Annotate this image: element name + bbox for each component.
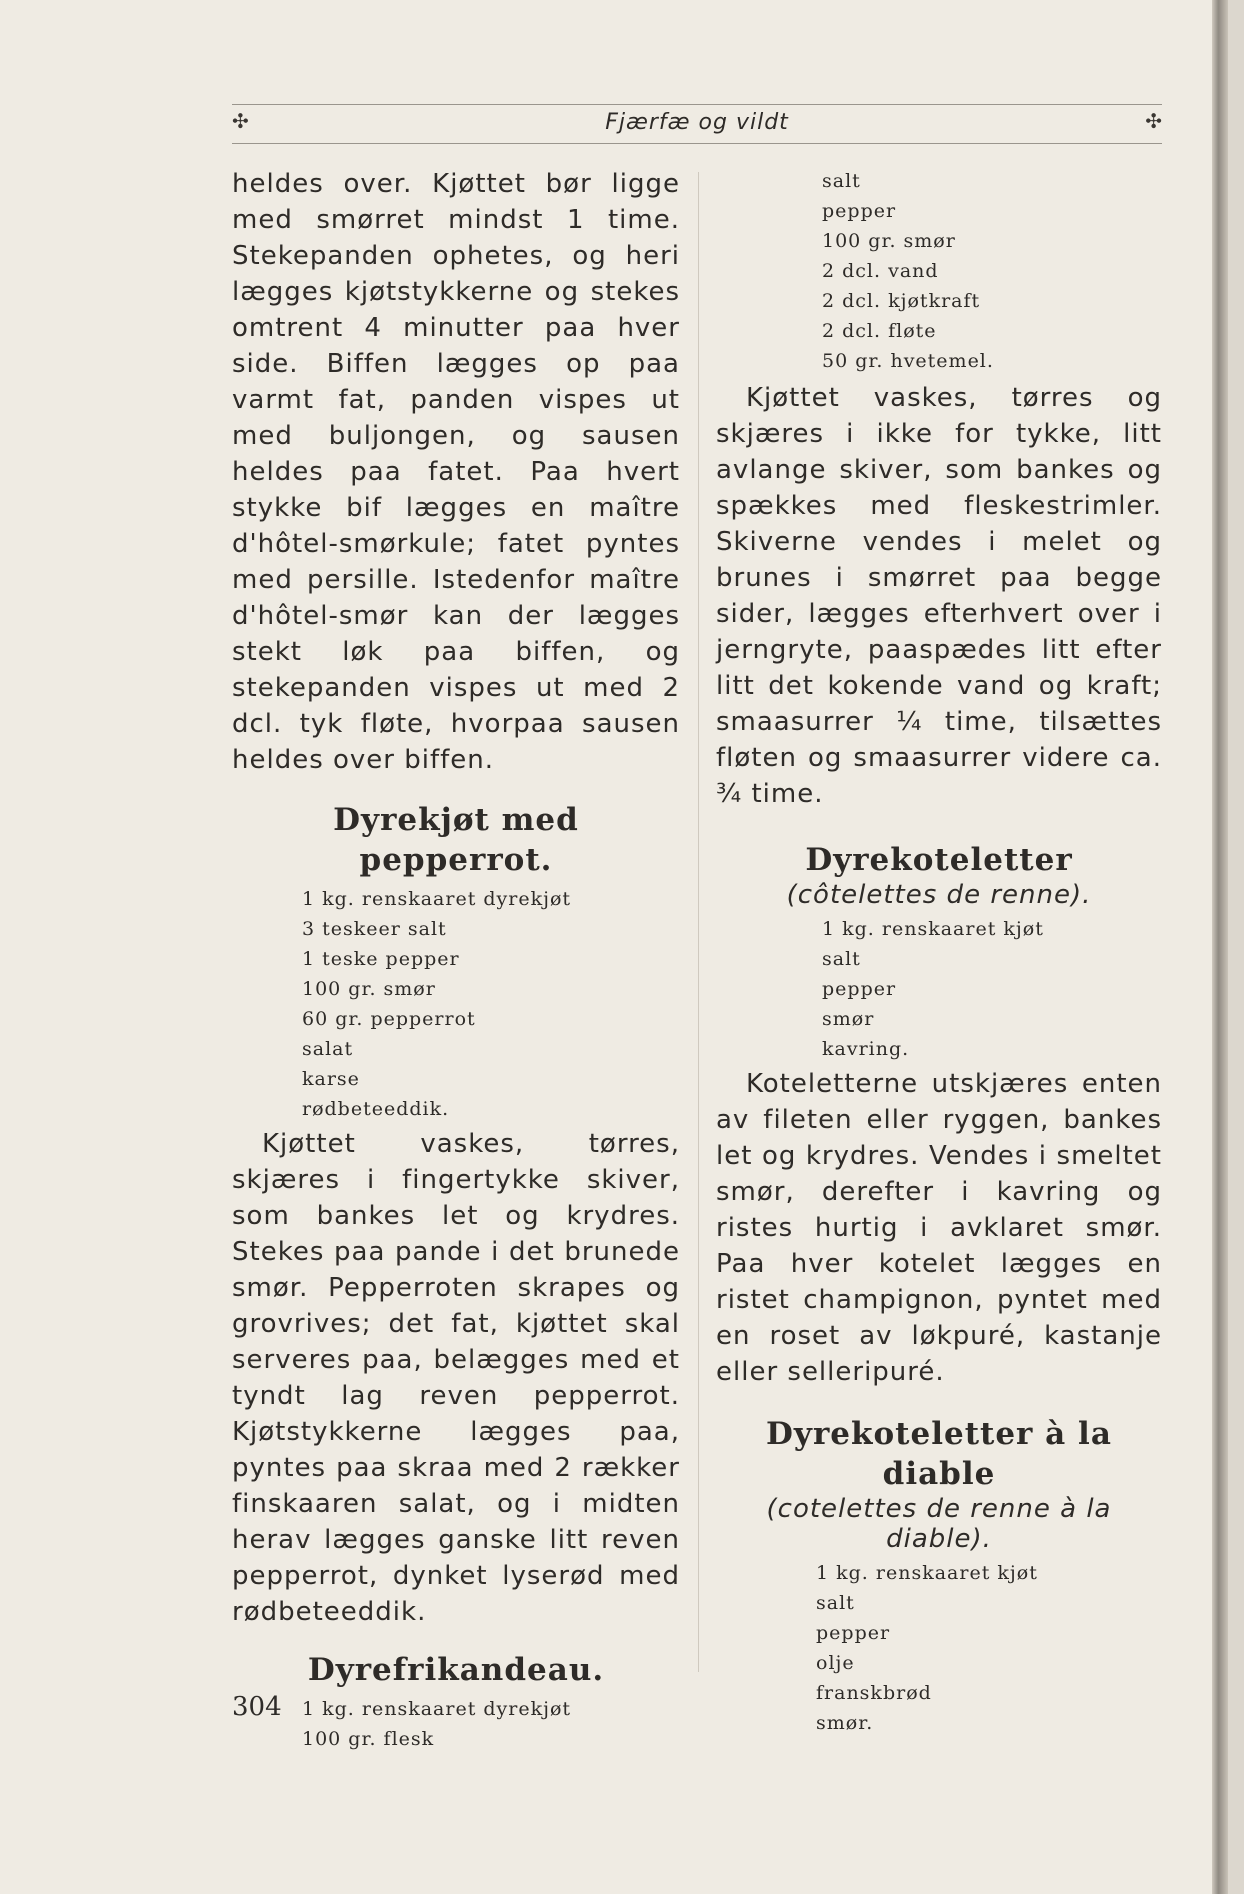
right-column [716, 166, 1162, 1738]
left-ornament-icon: ✣ [232, 109, 249, 133]
right-ornament-icon: ✣ [1145, 109, 1162, 133]
ingredient-item: karse [302, 1068, 360, 1090]
ingredient-list-diable [816, 1558, 1162, 1738]
recipe-text-frikandeau: Kjøttet vaskes, tørres og skjæres i ikke for tykke, litt avlange skiver, som bankes og spækkes med fleskestrimler. Skiverne vendes i melet og brunes i smørret paa begge sider, lægges efterhvert over i jerngryte, paaspædes litt efter litt det kokende vand og kraft; smaasurrer ¼ time, tilsættes fløten og smaasurrer videre ca. ¾ time. [716, 383, 1162, 809]
ingredient-item: 100 gr. flesk [302, 1728, 435, 1750]
ingredient-item: 1 kg. renskaaret kjøt [822, 918, 1044, 940]
recipe-subtitle-dyrekoteletter: (côtelettes de renne). [786, 880, 1092, 910]
ingredient-item: 2 dcl. fløte [822, 320, 937, 342]
ingredient-item: 60 gr. pepperrot [302, 1008, 476, 1030]
recipe-subtitle-diable: (cotelettes de renne à la diable). [766, 1494, 1112, 1554]
ingredient-item: 1 teske pepper [302, 948, 460, 970]
ingredient-list-continued [822, 166, 1162, 376]
ingredient-item: 1 kg. renskaaret dyrekjøt [302, 1698, 572, 1720]
ingredient-item: 50 gr. hvetemel. [822, 350, 994, 372]
ingredient-item: franskbrød [816, 1682, 932, 1704]
ingredient-list-dyrekoteletter [822, 914, 1162, 1064]
ingredient-item: 3 teskeer salt [302, 918, 447, 940]
recipe-title-dyrefrikandeau: Dyrefrikandeau. [307, 1652, 605, 1688]
ingredient-item: kavring. [822, 1038, 910, 1060]
recipe-text-dyrekoteletter: Koteletterne utskjæres enten av fileten eller ryggen, bankes let og krydres. Vendes i smeltet smør, derefter i kavring og ristes hurtig i avklaret smør. Paa hver kotelet lægges en ristet champignon, pyntet med en roset av løkpuré, kastanje eller selleripuré. [716, 1069, 1162, 1387]
ingredient-item: salat [302, 1038, 354, 1060]
ingredient-item: 2 dcl. kjøtkraft [822, 290, 981, 312]
ingredient-item: salt [822, 170, 861, 192]
page-edge [1212, 0, 1228, 1894]
running-header-title: Fjærfæ og vildt [605, 110, 789, 135]
ingredient-item: pepper [822, 200, 897, 222]
continued-paragraph: heldes over. Kjøttet bør ligge med smørret mindst 1 time. Stekepanden ophetes, og heri lægges kjøtstykkerne og stekes omtrent 4 minutter paa hver side. Biffen lægges op paa varmt fat, panden vispes ut med buljongen, og sausen heldes paa fatet. Paa hvert stykke bif lægges en maître d'hôtel-smørkule; fatet pyntes med persille. Istedenfor maître d'hôtel-smør kan der lægges stekt løk paa biffen, og stekepanden vispes ut med 2 dcl. tyk fløte, hvorpaa sausen heldes over biffen. [232, 169, 680, 775]
page-number: 304 [232, 1692, 282, 1722]
running-header [232, 104, 1162, 144]
ingredient-item: pepper [816, 1622, 891, 1644]
ingredient-list-dyrekjot [302, 884, 680, 1124]
ingredient-item: 1 kg. renskaaret dyrekjøt [302, 888, 572, 910]
ingredient-item: smør. [816, 1712, 874, 1734]
column-divider [698, 172, 699, 1672]
ingredient-item: salt [822, 948, 861, 970]
recipe-title-diable: Dyrekoteletter à la diable [766, 1416, 1112, 1492]
ingredient-list-dyrefrikandeau [302, 1694, 680, 1754]
ingredient-item: olje [816, 1652, 855, 1674]
left-column [232, 166, 680, 1754]
recipe-text-dyrekjot: Kjøttet vaskes, tørres, skjæres i fingertykke skiver, som bankes let og krydres. Stekes paa pande i det brunede smør. Pepperroten skrapes og grovrives; det fat, kjøttet skal serveres paa, belægges med et tyndt lag reven pepperrot. Kjøtstykkerne lægges paa, pyntes paa skraa med 2 rækker finskaaren salat, og i midten herav lægges ganske litt reven pepperrot, dynket lyserød med rødbeteeddik. [232, 1129, 680, 1627]
ingredient-item: 2 dcl. vand [822, 260, 939, 282]
ingredient-item: rødbeteeddik. [302, 1098, 450, 1120]
ingredient-item: pepper [822, 978, 897, 1000]
ingredient-item: smør [822, 1008, 875, 1030]
ingredient-item: 100 gr. smør [822, 230, 956, 252]
recipe-title-dyrekjot: Dyrekjøt med pepperrot. [333, 802, 579, 878]
ingredient-item: salt [816, 1592, 855, 1614]
recipe-title-dyrekoteletter: Dyrekoteletter [805, 842, 1073, 878]
ingredient-item: 100 gr. smør [302, 978, 436, 1000]
ingredient-item: 1 kg. renskaaret kjøt [816, 1562, 1038, 1584]
